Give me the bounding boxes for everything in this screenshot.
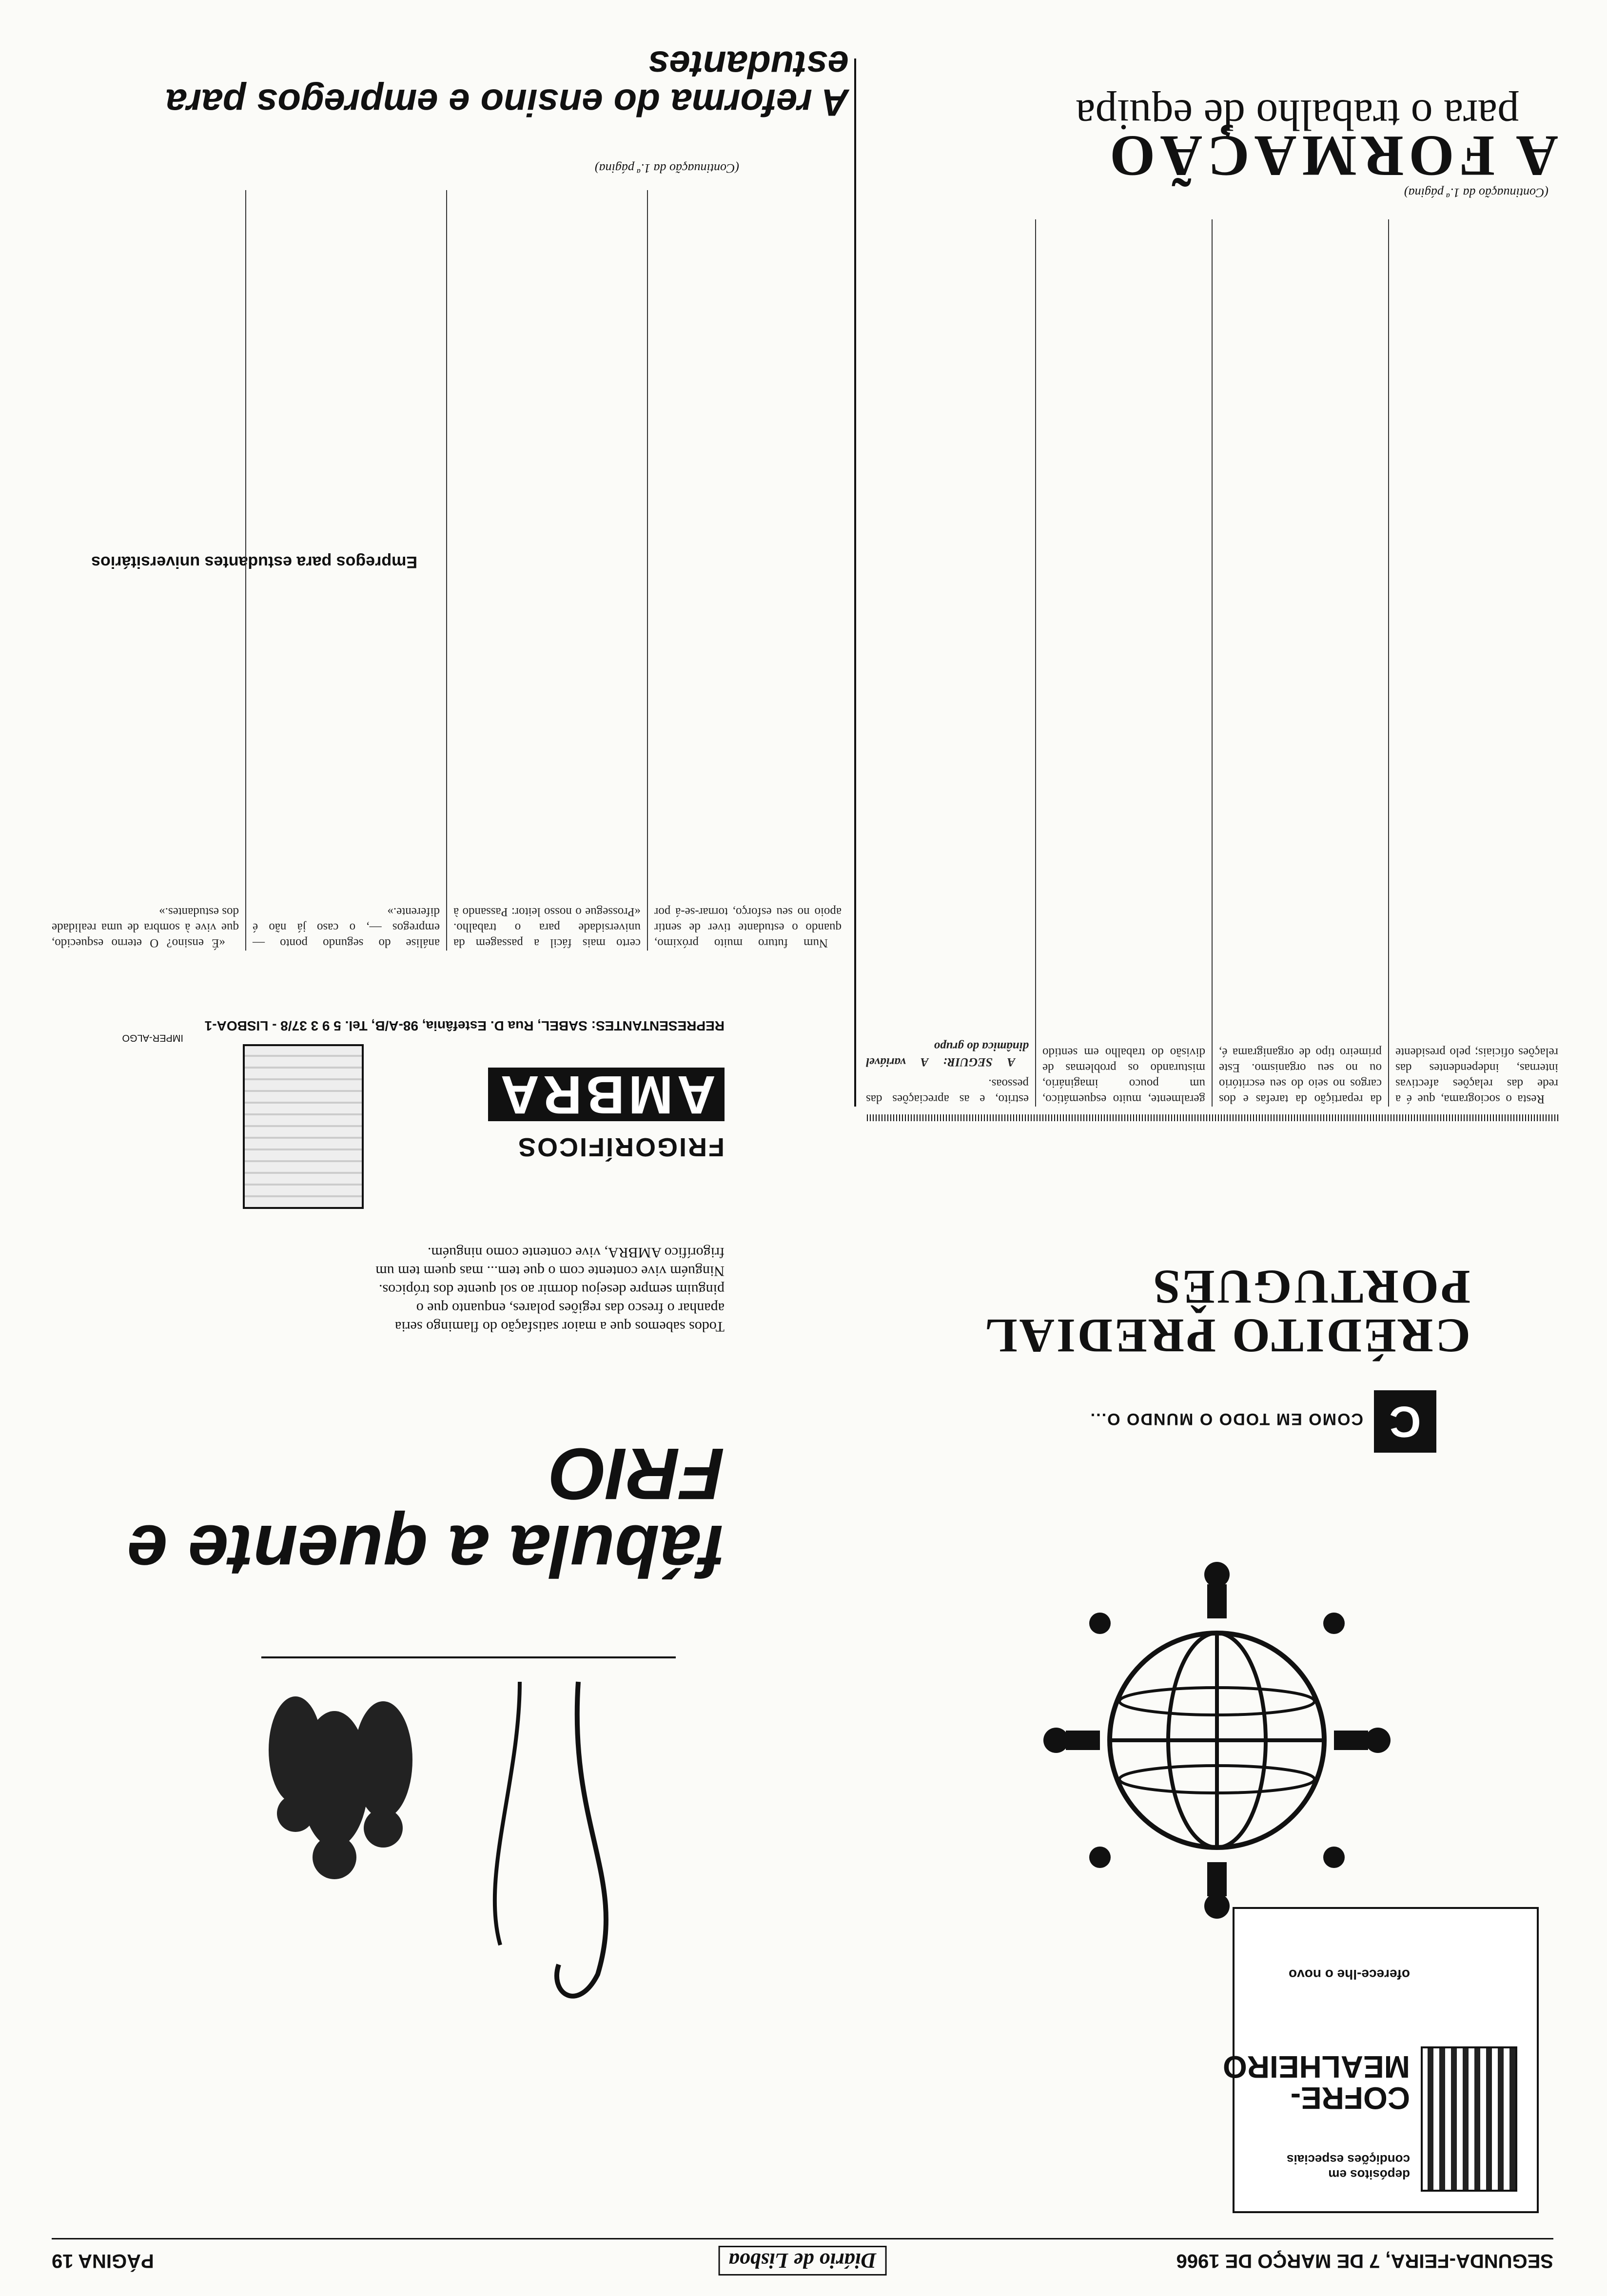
article-left-text: Resta o sociograma, que é a rede das relações afectivas internas, independentes das relações oficiais; pelo presidente da repartição da tarefas e dos cargos no seio do seu escritório ou no seu organismo. Este primeiro tipo de organigrama é, geralmente, muito esquemático, um pouco imaginário, misturando os problemas de divisão do trabalho em sentido estrito, e as apreciações das pessoas. (866, 1046, 1558, 1106)
globe-icon (998, 1521, 1436, 1960)
ad-bank (861, 1126, 1558, 2233)
ad-ambra-representatives: REPRESENTANTES: SABEL, Rua D. Estefânia, 98-A/B, Tel. 5 9 3 37/8 - LISBOA-1 (204, 1018, 725, 1033)
article-right-subhead: Empregos para estudantes universitários (91, 553, 417, 571)
ad-ambra-agency: IMPER-ALGO (122, 1032, 183, 1043)
article-left-kicker: A FORMAÇÃO (1105, 124, 1558, 189)
ad-ambra-category: FRIGORÍFICOS (517, 1132, 725, 1162)
ad-bank-tagline: COMO EM TODO O MUNDO O... (1089, 1410, 1363, 1428)
coin-bank-image (1421, 2046, 1517, 2192)
article-right-body (52, 190, 842, 951)
article-left-headline: para o trabalho de equipa (1076, 91, 1519, 139)
flamingo-penguin-illustration (237, 1633, 725, 2218)
ad-ambra-copy: Todos sabemos que a maior satisfação do flamingo seria apanhar o fresco das regiões polares, enquanto que o pinguim sempre desejou dormir ao sol quente dos trópicos. Ninguém vive contente com o que tem... mas quem tem um frigorífico AMBRA, vive contente como ninguém. (375, 1245, 725, 1335)
refrigerator-image (243, 1044, 364, 1209)
ad-ambra (47, 990, 739, 2233)
ad-cofre-product: COFRE-MEALHEIRO (1223, 2049, 1410, 2116)
article-right-continued: (Continuação da 1.ª página) (594, 161, 739, 175)
ad-cofre-intro: oferece-lhe o novo (1289, 1967, 1410, 1982)
article-right-end-quote: «É ensino? O eterno esquecido, que vive à sombra de uma realidade dos estudantes.» (52, 905, 239, 950)
article-right-headline: A reforma do ensino e empregos para estudantes (165, 43, 849, 124)
article-right-text: Num futuro muito próximo, quando o estudante tiver de sentir apoio no seu esforço, tornar-se-á por certo mais fácil a passagem da universidade para o trabalho. «Prossegue o nosso leitor: Passando à análise do segundo ponto — empregos —, o caso já não é diferente.» (253, 905, 842, 950)
ad-bank-name: CRÉDITO PREDIAL PORTUGUÊS (985, 1260, 1470, 1363)
masthead-paper-name: Diário de Lisboa (718, 2246, 886, 2276)
bank-logo: C (1374, 1390, 1436, 1453)
masthead-date: SEGUNDA-FEIRA, 7 DE MARÇO DE 1966 (1176, 2250, 1553, 2272)
ad-ambra-brand: AMBRA (488, 1068, 725, 1121)
article-left-next: A SEGUIR: A variável dinâmica do grupo (866, 1040, 1029, 1069)
masthead-page: PÁGINA 19 (52, 2250, 154, 2272)
article-left-continued: (Continuação da 1.ª página) (1404, 186, 1548, 200)
ad-ambra-headline: fábula a quente e FRIO (127, 1433, 725, 1592)
column-divider (854, 58, 856, 1107)
masthead (52, 2238, 1553, 2278)
separator-rule (866, 1114, 1558, 1121)
article-left-body (866, 219, 1558, 1107)
ad-cofre-outro: depósitos em condições especiais (1287, 2152, 1410, 2182)
